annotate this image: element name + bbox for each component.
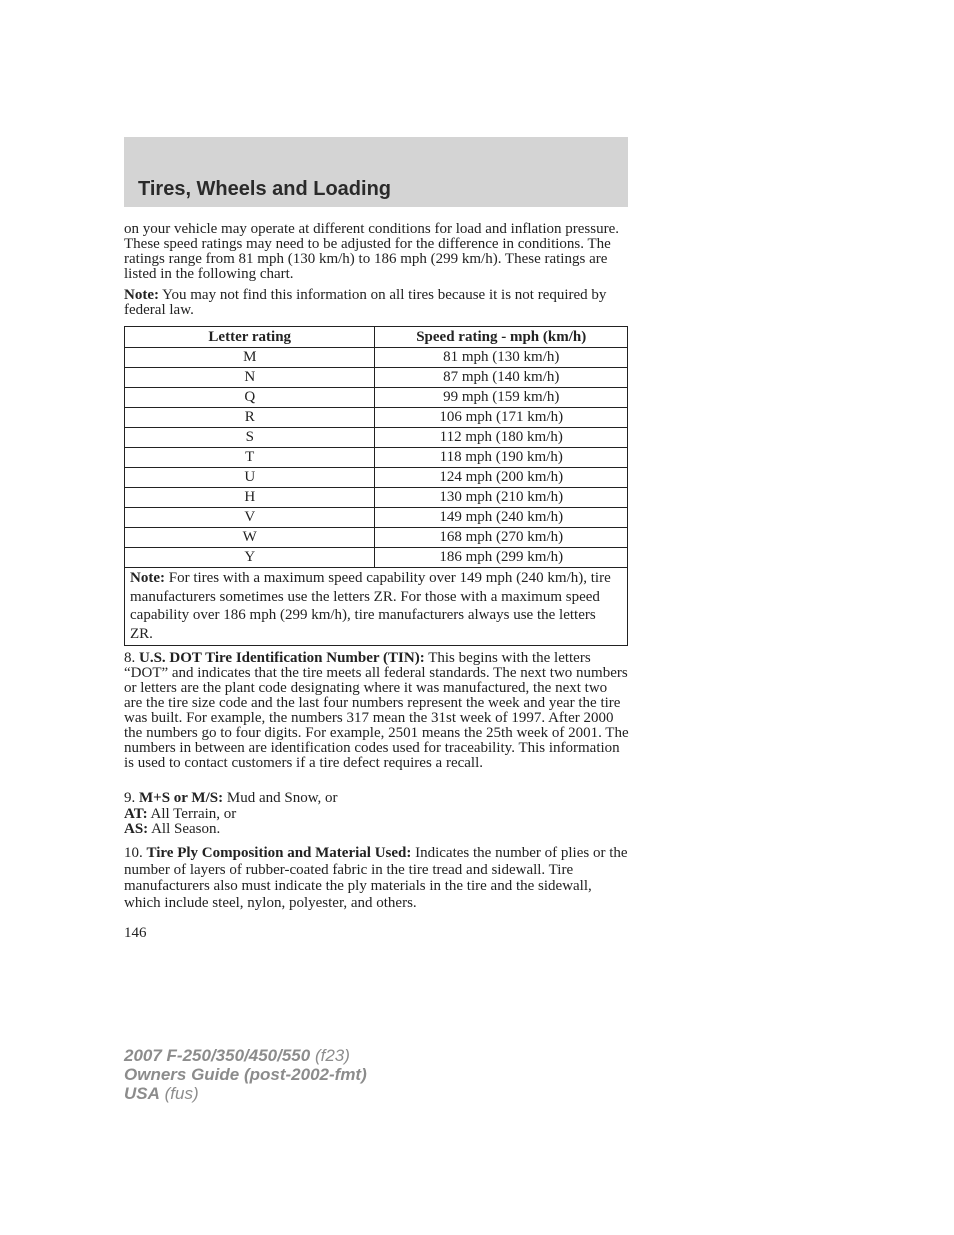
section-9-number: 9. <box>124 790 139 806</box>
table-note-label: Note: <box>130 570 165 586</box>
speed-cell: 99 mph (159 km/h) <box>375 388 628 408</box>
section-8-text: This begins with the letters “DOT” and indicates that the tire meets all federal standards. The next two numbers or letters are the plant code designating where it was manufactured, the next two are the tire size code and the last four numbers represent the week and year the tire was built. For example, the numbers 317 mean the 31st week of 1997. After 2000 the numbers go to four digits. For example, 2501 means the 25th week of 2001. The numbers in between are identification codes used for traceability. This information is used to contact customers if a tire defect requires a recall. <box>124 650 629 771</box>
speed-rating-table <box>124 326 628 646</box>
section-10-label: Tire Ply Composition and Material Used: <box>146 845 412 861</box>
table-row <box>125 468 628 488</box>
letter-cell: M <box>125 348 375 368</box>
table-row <box>125 488 628 508</box>
section-8-number: 8. <box>124 650 139 666</box>
footer-model: 2007 F-250/350/450/550 <box>124 1046 311 1065</box>
speed-cell: 112 mph (180 km/h) <box>375 428 628 448</box>
letter-cell: T <box>125 448 375 468</box>
section-title: Tires, Wheels and Loading <box>138 178 392 200</box>
intro-paragraph: on your vehicle may operate at different conditions for load and inflation pressure. These speed ratings may need to be adjusted for the difference in conditions. The ratings range from 81 mph (130 km/h) to 186 mph (299 km/h). These ratings are listed in the following chart. <box>124 221 619 282</box>
speed-cell: 168 mph (270 km/h) <box>375 528 628 548</box>
table-row <box>125 428 628 448</box>
column-header-letter: Letter rating <box>125 327 375 348</box>
table-note-row <box>125 568 628 646</box>
speed-cell: 124 mph (200 km/h) <box>375 468 628 488</box>
letter-cell: N <box>125 368 375 388</box>
section-10-text: Indicates the number of plies or the number of layers of rubber-coated fabric in the tire tread and sidewall. Tire manufacturers also must indicate the ply materials in the tire and the sidewall, which include steel, nylon, polyester, and others. <box>124 845 628 911</box>
footer-line <box>124 1065 367 1084</box>
letter-cell: H <box>125 488 375 508</box>
page-number: 146 <box>124 925 147 941</box>
speed-cell: 186 mph (299 km/h) <box>375 548 628 568</box>
term-text: All Terrain, or <box>147 805 237 822</box>
term-label: M+S or M/S: <box>139 790 224 806</box>
term-text: Mud and Snow, or <box>223 790 338 806</box>
letter-cell: Q <box>125 388 375 408</box>
letter-cell: Y <box>125 548 375 568</box>
letter-cell: R <box>125 408 375 428</box>
section-9-line <box>124 791 629 807</box>
letter-cell: V <box>125 508 375 528</box>
speed-cell: 149 mph (240 km/h) <box>375 508 628 528</box>
table-row <box>125 448 628 468</box>
footer-model-code: (f23) <box>310 1046 350 1065</box>
section-9-block <box>124 791 629 838</box>
footer-line <box>124 1046 367 1065</box>
term-label: AS: <box>124 821 149 837</box>
term-text: All Season. <box>148 821 221 837</box>
document-footer <box>124 1046 367 1103</box>
speed-cell: 87 mph (140 km/h) <box>375 368 628 388</box>
table-row <box>125 388 628 408</box>
note-text: You may not find this information on all tires because it is not required by federal law. <box>124 287 607 318</box>
section-8-label: U.S. DOT Tire Identification Number (TIN): <box>139 650 425 666</box>
table-row <box>125 508 628 528</box>
section-10-number: 10. <box>124 845 147 861</box>
note-paragraph <box>124 288 629 318</box>
footer-line <box>124 1084 367 1103</box>
section-10-paragraph <box>124 845 629 911</box>
section-8-paragraph <box>124 651 629 771</box>
section-header <box>124 137 628 207</box>
table-row <box>125 368 628 388</box>
footer-region: USA <box>124 1084 160 1103</box>
column-header-speed: Speed rating - mph (km/h) <box>375 327 628 348</box>
table-header-row <box>125 327 628 348</box>
table-row <box>125 548 628 568</box>
table-row <box>125 408 628 428</box>
speed-cell: 81 mph (130 km/h) <box>375 348 628 368</box>
letter-cell: U <box>125 468 375 488</box>
section-9-line <box>124 807 629 823</box>
speed-cell: 106 mph (171 km/h) <box>375 408 628 428</box>
letter-cell: S <box>125 428 375 448</box>
table-note <box>125 568 628 646</box>
term-label: AT: <box>124 805 148 822</box>
table-row <box>125 528 628 548</box>
table-row <box>125 348 628 368</box>
section-9-line <box>124 822 629 838</box>
footer-region-code: (fus) <box>159 1084 199 1103</box>
letter-cell: W <box>125 528 375 548</box>
speed-cell: 118 mph (190 km/h) <box>375 448 628 468</box>
footer-guide: Owners Guide (post-2002-fmt) <box>124 1065 367 1084</box>
note-label: Note: <box>124 287 159 303</box>
speed-cell: 130 mph (210 km/h) <box>375 488 628 508</box>
table-note-text: For tires with a maximum speed capability over 149 mph (240 km/h), tire manufacturers sometimes use the letters ZR. For those with a maximum speed capability over 186 mph (299 km/h), tire manufacturers always use the letters ZR. <box>130 570 611 642</box>
